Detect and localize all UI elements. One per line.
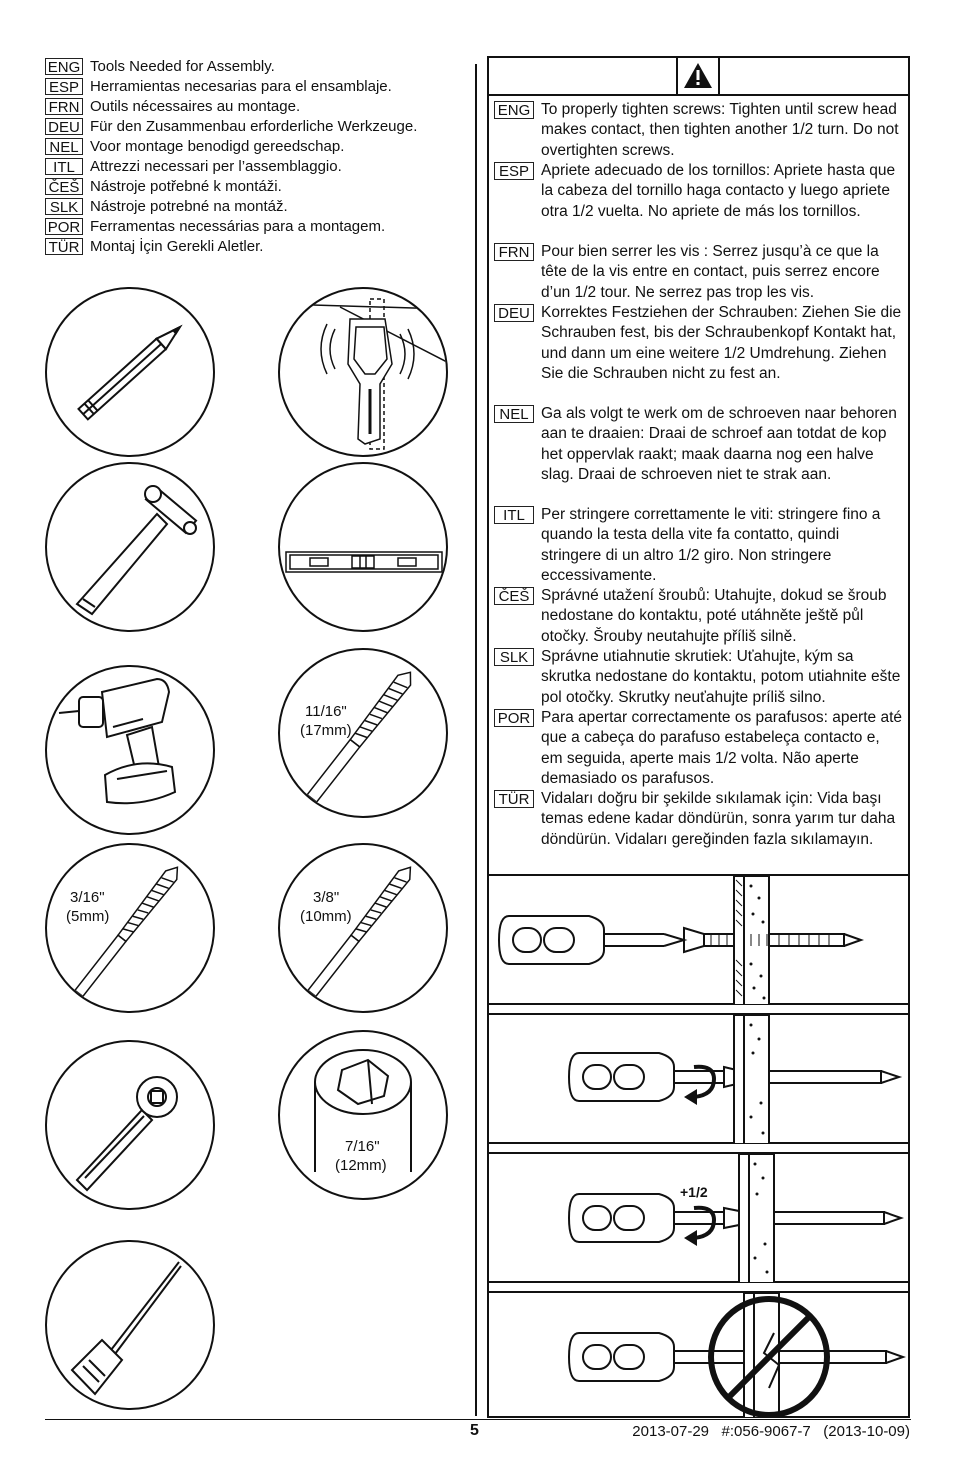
lang-row [45,216,385,236]
drill-bit-icon [280,845,446,1011]
warning-text: Para apertar correctamente os parafusos: aperte até que a cabeça do parafuso estabeleça contacto e, em seguida, aperte mais 1/2 volta. Não aperte demasiado os parafusos. [541,709,903,787]
footer-rule [45,1419,911,1420]
lang-code: SLK [494,648,534,666]
warning-text: Apriete adecuado de los tornillos: Apriete hasta que la cabeza del tornillo haga contacto y luego apriete otra 1/2 vuelta. No apriete de más los tornillos. [541,162,896,220]
warning-text: Správne utiahnutie skrutiek: Uťahujte, kým sa skrutka nedostane do kontaktu, potom utiahnite ešte pol otočky. Skrutky neuťahujte príliš silno. [541,648,901,706]
lang-row [45,116,417,136]
warning-row [494,708,904,789]
warning-row [494,586,904,647]
bit-medium-size: 3/8" [313,889,340,906]
drill-icon [47,667,213,833]
page-number: 5 [470,1422,479,1439]
bit-small-size: 3/16" [70,889,105,906]
hammer-tool [45,462,215,632]
lang-code: ESP [45,78,83,95]
rotate-arrow-icon [684,1067,714,1105]
bit-large-metric: (17mm) [300,722,352,739]
warning-row [494,505,904,586]
socket-metric: (12mm) [335,1157,387,1174]
lang-code: POR [494,709,534,727]
warning-text: Pour bien serrer les vis : Serrez jusqu’à ce que la tête de la vis entre en contact, puis serrez encore d’un 1/2 tour. Ne serrez pas trop les vis. [541,243,880,301]
lang-row [45,176,282,196]
lang-row [45,156,342,176]
lang-code: ENG [45,58,83,75]
rotate-arrow-icon [684,1208,714,1246]
pencil-icon [47,289,213,455]
screwdriver-icon [47,1242,213,1408]
ratchet-tool [45,1040,215,1210]
screw-step-contact [489,1013,908,1144]
warning-row [494,647,904,708]
lang-text: Montaj İçin Gerekli Aletler. [90,237,264,255]
lang-code: ESP [494,162,534,180]
lang-code: ČEŠ [494,587,534,605]
lang-code: ENG [494,101,534,119]
lang-code: NEL [494,405,534,423]
warning-row [494,404,904,485]
lang-row [45,96,300,116]
level-icon [280,464,446,630]
warning-row [494,303,904,384]
screw-step-half-turn [489,1152,908,1283]
screw-step-approach [489,874,908,1005]
lang-row [45,56,275,76]
socket-size: 7/16" [345,1138,380,1155]
lang-text: Outils nécessaires au montage. [90,97,301,115]
warning-text: Vidaları doğru bir şekilde sıkılamak için: Vida başı temas edene kadar döndürün, sonra yarım tur daha döndürün. Vidaları gereğinden fazla sıkılamayın. [541,790,896,848]
lang-code: FRN [494,243,534,261]
ratchet-icon [47,1042,213,1208]
medium-bit-tool [278,843,448,1013]
screw-contact-illustration [489,1015,908,1144]
lang-text: Für den Zusammenbau erforderliche Werkzeuge. [90,117,418,135]
bit-large-size: 11/16" [305,703,347,720]
bit-small-metric: (5mm) [66,908,110,925]
lang-text: Voor montage benodigd gereedschap. [90,137,345,155]
drill-tool [45,665,215,835]
warning-icon [678,57,718,93]
hammer-icon [47,464,213,630]
warning-row [494,100,904,161]
lang-code: SLK [45,198,83,215]
warning-text: Korrektes Festziehen der Schrauben: Ziehen Sie die Schrauben fest, bis der Schraubenkopf Kontakt hat, und dann um eine weitere 1/2 Umdrehung. Ziehen Sie die Schrauben nicht zu fest an. [541,304,902,382]
warning-row [494,242,904,303]
drill-bit-icon [47,845,213,1011]
lang-code: NEL [45,138,83,155]
lang-code: POR [45,218,83,235]
lang-text: Nástroje potřebné k montáži. [90,177,282,195]
lang-code: ITL [45,158,83,175]
document-id: 2013-07-29 #:056-9067-7 (2013-10-09) [632,1423,910,1440]
half-turn-label: +1/2 [680,1184,708,1200]
column-divider [475,64,477,1416]
lang-code: FRN [45,98,83,115]
screw-overtighten-illustration [489,1293,908,1418]
screw-approach-illustration [489,876,908,1005]
lang-code: ČEŠ [45,178,83,195]
lang-row [45,196,288,216]
warning-text: Správné utažení šroubů: Utahujte, dokud se šroub nedostane do kontaktu, poté utáhněte ještě půl otočky. Šrouby neutahujte příliš silně. [541,587,887,645]
level-tool [278,462,448,632]
stud-finder-tool [278,287,448,457]
screwdriver-tool [45,1240,215,1410]
lang-text: Nástroje potrebné na montáž. [90,197,288,215]
lang-code: TÜR [494,790,534,808]
lang-code: TÜR [45,238,83,255]
lang-code: DEU [45,118,83,135]
lang-row [45,136,344,156]
warning-row [494,789,904,850]
lang-row [45,76,392,96]
pencil-tool [45,287,215,457]
lang-row [45,236,263,256]
warning-text: Ga als volgt te werk om de schroeven naar behoren aan te draaien: Draai de schroef aan totdat de kop het oppervlak raakt; maak daarna nog een halve slag. Draai de schroeven niet te strak aan. [541,405,897,483]
bit-medium-metric: (10mm) [300,908,352,925]
warning-text: To properly tighten screws: Tighten until screw head makes contact, then tighten another 1/2 turn. Do not overtighten screws. [541,101,899,159]
warning-icon-box [676,57,720,95]
screw-step-overtighten [489,1291,908,1416]
small-bit-tool [45,843,215,1013]
lang-text: Tools Needed for Assembly. [90,57,275,75]
stud-finder-icon [280,289,446,455]
lang-text: Herramientas necesarias para el ensamblaje. [90,77,392,95]
lang-code: ITL [494,506,534,524]
screw-half-turn-illustration [489,1154,908,1283]
warning-row [494,161,904,222]
lang-text: Ferramentas necessárias para a montagem. [90,217,386,235]
lang-text: Attrezzi necessari per l’assemblaggio. [90,157,342,175]
lang-code: DEU [494,304,534,322]
warning-text: Per stringere correttamente le viti: stringere fino a quando la testa della vite fa contatto, quindi stringere di un altro 1/2 giro. Non stringere eccessivamente. [541,506,881,584]
